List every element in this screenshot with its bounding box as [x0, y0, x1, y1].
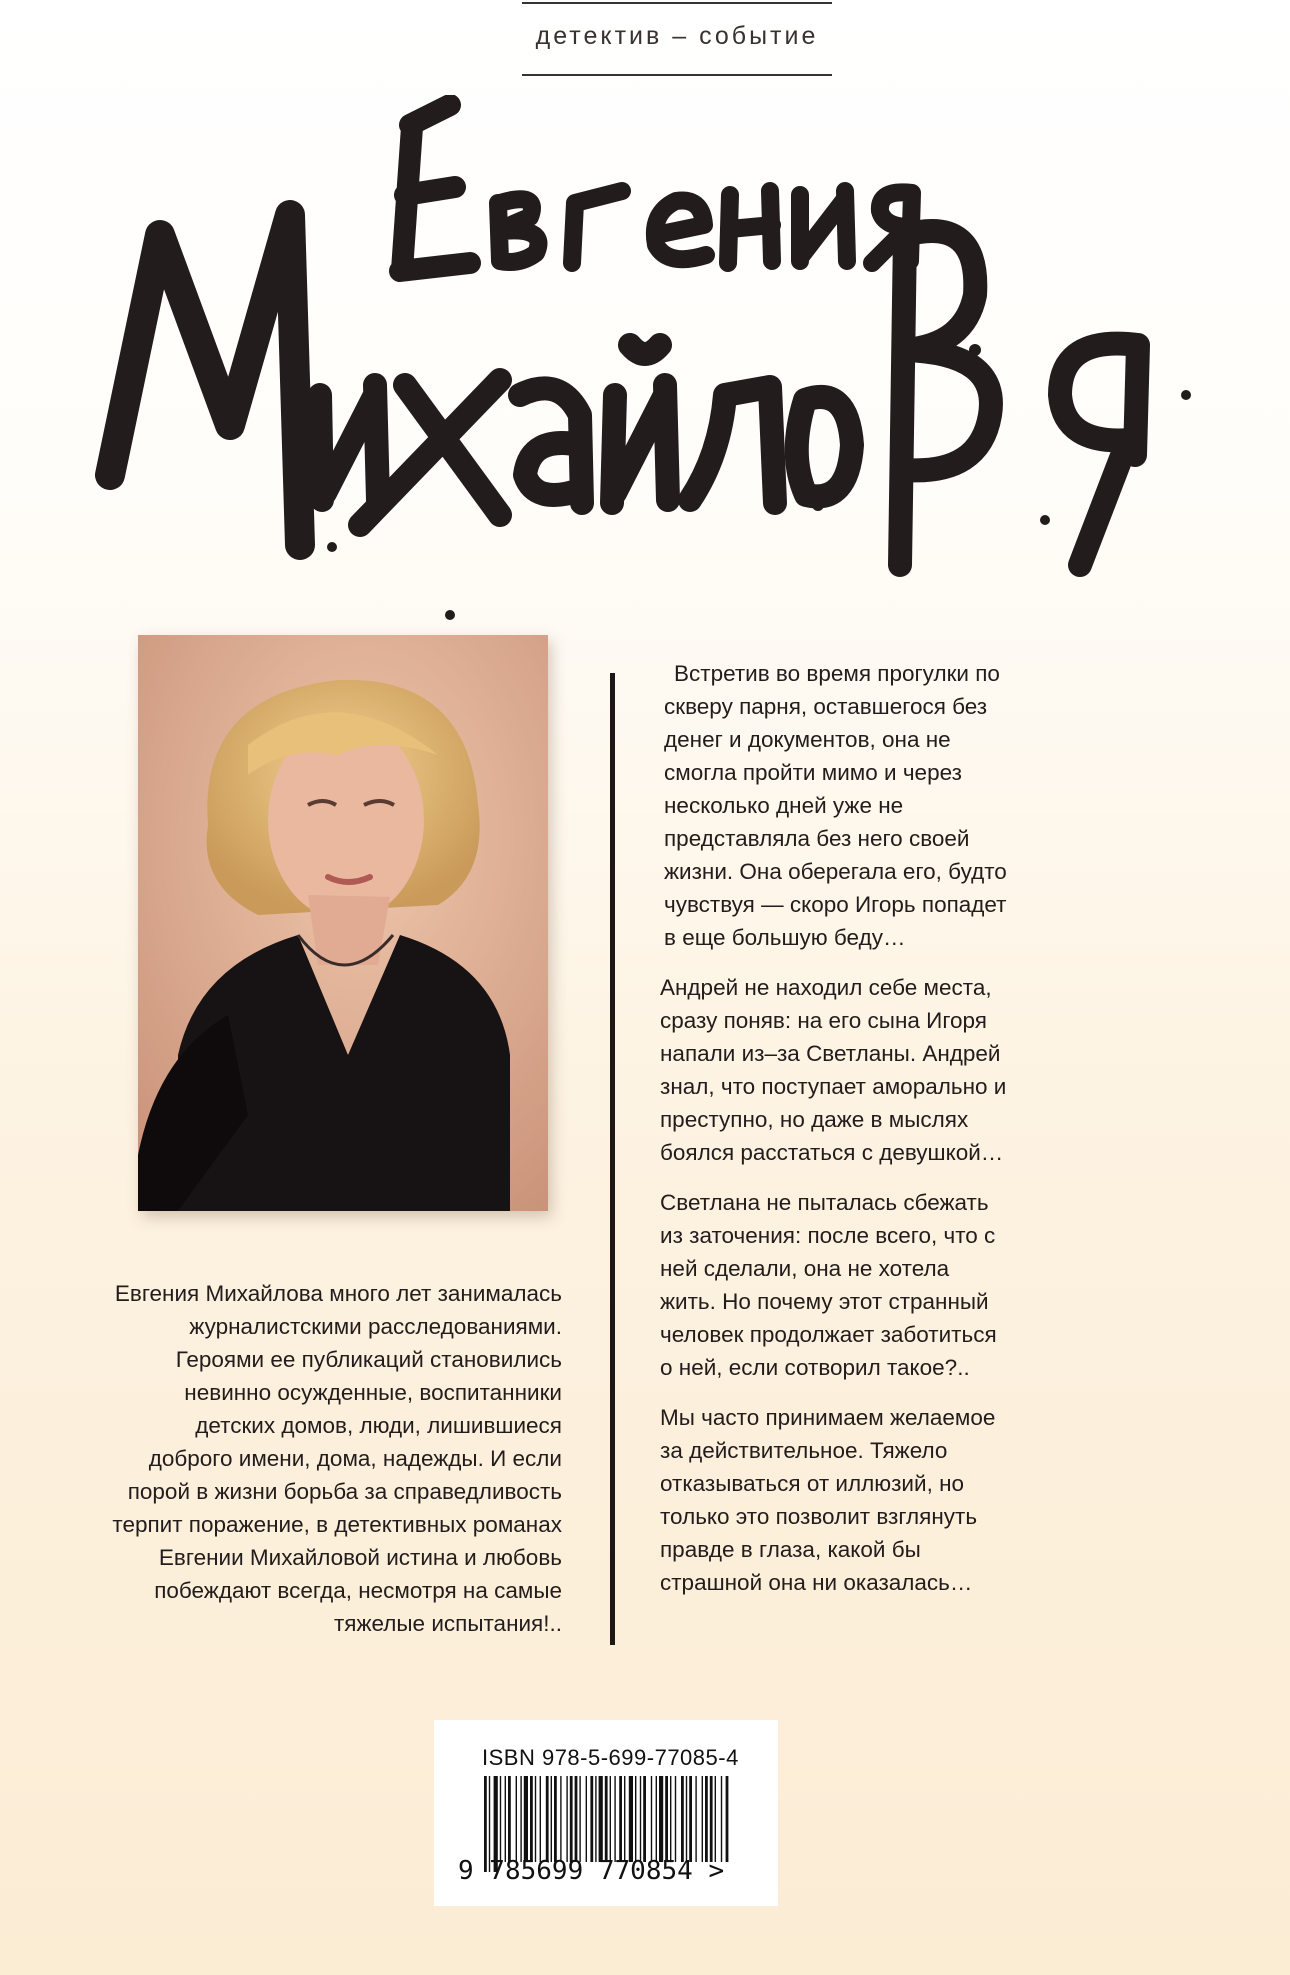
- barcode-bar: [560, 1776, 561, 1862]
- barcode-bar: [605, 1776, 608, 1862]
- author-photo: [138, 635, 548, 1211]
- book-blurb: [660, 657, 1008, 1616]
- barcode-bar: [614, 1776, 615, 1862]
- barcode-bar: [675, 1776, 676, 1862]
- series-rule-top: [522, 2, 832, 4]
- column-divider: [610, 673, 615, 1645]
- author-first-name-glyphs: [400, 105, 912, 271]
- barcode-bar: [715, 1776, 716, 1862]
- barcode-bar: [516, 1776, 517, 1862]
- barcode-bar: [619, 1776, 622, 1862]
- isbn-digits: 9 785699 770854 >: [458, 1856, 725, 1886]
- barcode-bar: [570, 1776, 573, 1862]
- barcode-bar: [546, 1776, 549, 1862]
- barcode-bar: [566, 1776, 567, 1862]
- barcode-bar: [651, 1776, 652, 1862]
- barcode-bar: [659, 1776, 663, 1862]
- author-name-lettering: [0, 95, 1290, 655]
- barcode-bar: [635, 1776, 636, 1862]
- barcode-bar: [710, 1776, 713, 1862]
- barcode-bar: [554, 1776, 557, 1862]
- barcode-bar: [702, 1776, 703, 1862]
- barcode-bar: [721, 1776, 722, 1862]
- barcode-bar: [530, 1776, 533, 1862]
- barcode-bar: [551, 1776, 552, 1862]
- barcode-bar: [681, 1776, 684, 1862]
- series-rule-bottom: [522, 74, 832, 76]
- series-header: [522, 0, 832, 78]
- barcode-bar: [695, 1776, 696, 1862]
- barcode-bar: [670, 1776, 671, 1862]
- barcode-bar: [508, 1776, 511, 1862]
- barcode-bar: [595, 1776, 596, 1862]
- barcode-bar: [505, 1776, 506, 1862]
- barcode-bar: [610, 1776, 611, 1862]
- author-bio: Евгения Михайлова много лет занималась журналистскими расследованиями. Героями ее публикаций становились невинно осужденные, воспитанники детских домов, люди, лишившиеся доброго имени, дома, надежды. И если порой в жизни борьба за справедливость терпит поражение, в детективных романах Евгении Михайловой истина и любовь побеждают всегда, несмотря на самые тяжелые испытания!..: [112, 1281, 562, 1636]
- barcode-bar: [656, 1776, 657, 1862]
- barcode-bar: [629, 1776, 633, 1862]
- barcode-bar: [689, 1776, 692, 1862]
- blurb-paragraph-3: Светлана не пыталась сбежать из заточения: после всего, что с ней сделали, она не хотела жить. Но почему этот странный человек продолжает заботиться о ней, если сотворил такое?..: [660, 1190, 997, 1380]
- barcode-bar: [624, 1776, 625, 1862]
- barcode-bar: [590, 1776, 593, 1862]
- barcode-bar: [500, 1776, 501, 1862]
- barcode-bar: [540, 1776, 541, 1862]
- barcode-bar: [524, 1776, 528, 1862]
- barcode-bar: [705, 1776, 708, 1862]
- barcode-bar: [535, 1776, 536, 1862]
- blurb-paragraph-2: Андрей не находил себе места, сразу поняв: на его сына Игоря напали из–за Светланы. Андрей знал, что поступает аморально и преступно, но даже в мыслях боялся расстаться с девушкой…: [660, 975, 1007, 1165]
- barcode-bar: [575, 1776, 578, 1862]
- series-label: детектив – событие: [535, 22, 819, 50]
- author-last-name-glyphs: [110, 215, 1138, 565]
- barcode-bar: [520, 1776, 521, 1862]
- blurb-paragraph-4: Мы часто принимаем желаемое за действительное. Тяжело отказываться от иллюзий, но только это позволит взглянуть правде в глаза, какой бы страшной она ни оказалась…: [660, 1405, 996, 1595]
- isbn-label: ISBN 978-5-699-77085-4: [482, 1745, 739, 1770]
- blurb-paragraph-1: Встретив во время прогулки по скверу парня, оставшегося без денег и документов, она не смогла пройти мимо и через несколько дней уже не представляла без него своей жизни. Она оберегала его, будто чувствуя — скоро Игорь попадет в еще большую беду…: [664, 661, 1007, 950]
- barcode-bar: [686, 1776, 687, 1862]
- isbn-block: [434, 1720, 778, 1906]
- author-name-svg: [0, 95, 1290, 655]
- author-photo-illustration: [138, 635, 548, 1211]
- barcode-bar: [640, 1776, 641, 1862]
- barcode-bar: [643, 1776, 646, 1862]
- barcode-bar: [586, 1776, 587, 1862]
- barcode-bar: [665, 1776, 668, 1862]
- barcode-bar: [599, 1776, 603, 1862]
- barcode-bar: [579, 1776, 580, 1862]
- barcode-bar: [726, 1776, 729, 1862]
